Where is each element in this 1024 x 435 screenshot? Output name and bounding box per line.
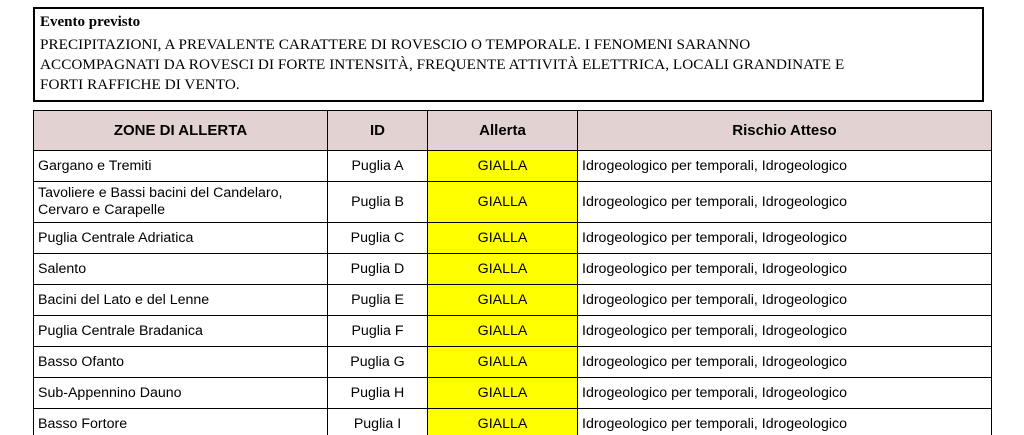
expected-risk: Idrogeologico per temporali, Idrogeologico [578,182,992,223]
table-row [34,223,992,254]
expected-risk: Idrogeologico per temporali, Idrogeologico [578,285,992,316]
alert-level: GIALLA [428,223,578,254]
event-description-line: FORTI RAFFICHE DI VENTO. [40,75,240,93]
alert-level: GIALLA [428,378,578,409]
alert-level: GIALLA [428,316,578,347]
header-risk: Rischio Atteso [578,111,992,151]
zone-id: Puglia I [328,409,428,435]
event-title: Evento previsto [40,14,141,30]
table-row [34,182,992,223]
alert-level: GIALLA [428,182,578,223]
header-alert: Allerta [428,111,578,151]
table-row [34,254,992,285]
table-row [34,151,992,182]
event-description-line: PRECIPITAZIONI, A PREVALENTE CARATTERE DI ROVESCIO O TEMPORALE. I FENOMENI SARANNO [40,36,751,53]
alert-level: GIALLA [428,151,578,182]
zone-id: Puglia E [328,285,428,316]
expected-risk: Idrogeologico per temporali, Idrogeologico [578,223,992,254]
expected-risk: Idrogeologico per temporali, Idrogeologico [578,316,992,347]
expected-risk: Idrogeologico per temporali, Idrogeologico [578,347,992,378]
alert-level: GIALLA [428,254,578,285]
zone-name: Puglia Centrale Adriatica [34,223,328,254]
zone-id: Puglia D [328,254,428,285]
table-row [34,316,992,347]
zone-name: Sub-Appennino Dauno [34,378,328,409]
table-row [34,285,992,316]
table-row [34,409,992,435]
zone-name: Gargano e Tremiti [34,151,328,182]
zone-name: Puglia Centrale Bradanica [34,316,328,347]
table-row [34,378,992,409]
event-box [33,7,984,102]
zone-id: Puglia A [328,151,428,182]
expected-risk: Idrogeologico per temporali, Idrogeologico [578,378,992,409]
alert-zones-table [33,110,992,435]
zone-name: Bacini del Lato e del Lenne [34,285,328,316]
zone-name: Basso Fortore [34,409,328,435]
expected-risk: Idrogeologico per temporali, Idrogeologico [578,254,992,285]
expected-risk: Idrogeologico per temporali, Idrogeologico [578,151,992,182]
alert-level: GIALLA [428,285,578,316]
expected-risk: Idrogeologico per temporali, Idrogeologico [578,409,992,435]
header-id: ID [328,111,428,151]
table-row [34,347,992,378]
alert-level: GIALLA [428,409,578,435]
zone-id: Puglia C [328,223,428,254]
zone-id: Puglia F [328,316,428,347]
table-header-row [34,111,992,151]
zone-name: Basso Ofanto [34,347,328,378]
header-zone: ZONE DI ALLERTA [34,111,328,151]
event-description [40,35,974,94]
zone-id: Puglia G [328,347,428,378]
zone-name: Salento [34,254,328,285]
alert-level: GIALLA [428,347,578,378]
event-description-line: ACCOMPAGNATI DA ROVESCI DI FORTE INTENSITÀ, FREQUENTE ATTIVITÀ ELETTRICA, LOCALI GRANDINATE E [40,55,845,73]
zone-id: Puglia H [328,378,428,409]
zone-name: Tavoliere e Bassi bacini del Candelaro, Cervaro e Carapelle [34,182,328,223]
zone-id: Puglia B [328,182,428,223]
